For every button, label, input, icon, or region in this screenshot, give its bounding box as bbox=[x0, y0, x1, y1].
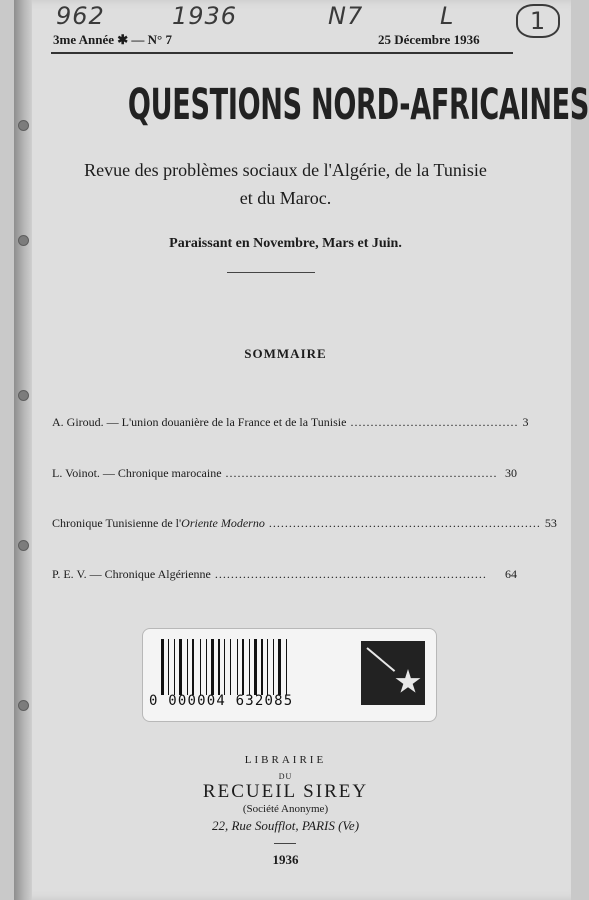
handwritten-note: 962 bbox=[56, 2, 105, 30]
barcode-bar bbox=[161, 639, 164, 695]
subtitle-line-1: Revue des problèmes sociaux de l'Algérie, de la Tunisie bbox=[84, 160, 487, 180]
toc-entry bbox=[52, 567, 517, 582]
periodicity-note: Paraissant en Novembre, Mars et Juin. bbox=[169, 236, 402, 251]
publisher-du: DU bbox=[278, 772, 293, 781]
toc-entry-title: P. E. V. — Chronique Algérienne bbox=[52, 567, 211, 581]
barcode-bar bbox=[168, 639, 169, 695]
barcode-bar bbox=[224, 639, 225, 695]
publisher-address: 22, Rue Soufflot, PARIS (Ve) bbox=[211, 818, 360, 833]
toc-entry-title-italic: Oriente Moderno bbox=[181, 516, 265, 530]
logo-star-icon bbox=[395, 669, 421, 695]
barcode-bar bbox=[230, 639, 231, 695]
toc-entry-title bbox=[52, 516, 265, 531]
toc-leader-dots: .................................................................... bbox=[268, 516, 541, 530]
barcode-bar bbox=[267, 639, 268, 695]
barcode-bar bbox=[187, 639, 188, 695]
barcode-label bbox=[142, 628, 437, 722]
binding-hole bbox=[18, 700, 29, 711]
journal-title: QUESTIONS NORD-AFRICAINES bbox=[127, 80, 589, 130]
barcode bbox=[161, 639, 346, 695]
toc-leader-dots: .......................................... bbox=[350, 415, 519, 429]
binding-hole bbox=[18, 120, 29, 131]
toc-entry bbox=[52, 466, 517, 481]
publisher-name: RECUEIL SIREY bbox=[202, 781, 369, 802]
barcode-bar bbox=[200, 639, 201, 695]
handwritten-note: N7 bbox=[328, 2, 364, 30]
toc-leader-dots: .................................................................... bbox=[225, 466, 498, 480]
issue-date: 25 Décembre 1936 bbox=[378, 32, 480, 47]
toc-entry-title: A. Giroud. — L'union douanière de la France et de la Tunisie bbox=[52, 415, 347, 429]
toc-entry-title-prefix: Chronique Tunisienne de l' bbox=[52, 516, 182, 530]
barcode-bar bbox=[286, 639, 287, 695]
barcode-bar bbox=[237, 639, 238, 695]
subtitle-line-2: et du Maroc. bbox=[239, 188, 332, 208]
handwritten-circled-note: 1 bbox=[516, 4, 560, 38]
issue-number: 3me Année ✱ — N° 7 bbox=[53, 32, 172, 47]
barcode-bar bbox=[242, 639, 244, 695]
barcode-bar bbox=[249, 639, 250, 695]
publisher-rule bbox=[274, 843, 296, 844]
barcode-bar bbox=[218, 639, 220, 695]
publisher-librairie: LIBRAIRIE bbox=[244, 754, 327, 766]
barcode-bar bbox=[273, 639, 274, 695]
contents-heading: SOMMAIRE bbox=[244, 346, 327, 361]
handwritten-note: 1936 bbox=[172, 2, 238, 30]
barcode-bar bbox=[254, 639, 257, 695]
binding-hole bbox=[18, 540, 29, 551]
publisher-type: (Société Anonyme) bbox=[242, 803, 329, 815]
toc-entry-page: 53 bbox=[544, 516, 557, 530]
divider-rule bbox=[227, 272, 315, 273]
toc-entry bbox=[52, 415, 529, 430]
binding-hole bbox=[18, 390, 29, 401]
barcode-bar bbox=[278, 639, 281, 695]
publication-year: 1936 bbox=[272, 852, 299, 867]
barcode-bar bbox=[179, 639, 182, 695]
barcode-bar bbox=[192, 639, 194, 695]
barcode-bar bbox=[206, 639, 207, 695]
toc-entry-page: 30 bbox=[505, 466, 517, 480]
toc-entry-page: 64 bbox=[505, 567, 517, 581]
header-rule bbox=[51, 52, 513, 54]
barcode-digits: 0 000004 632085 bbox=[149, 693, 294, 709]
toc-entry-title: L. Voinot. — Chronique marocaine bbox=[52, 466, 222, 480]
toc-entry-page: 3 bbox=[522, 415, 529, 429]
barcode-bar bbox=[211, 639, 214, 695]
handwritten-note: L bbox=[440, 2, 455, 30]
barcode-bar bbox=[174, 639, 175, 695]
barcode-bar bbox=[261, 639, 263, 695]
toc-entry bbox=[52, 516, 557, 531]
toc-leader-dots: .................................................................... bbox=[214, 567, 487, 581]
logo-stroke bbox=[366, 647, 395, 672]
library-logo-icon bbox=[361, 641, 425, 705]
